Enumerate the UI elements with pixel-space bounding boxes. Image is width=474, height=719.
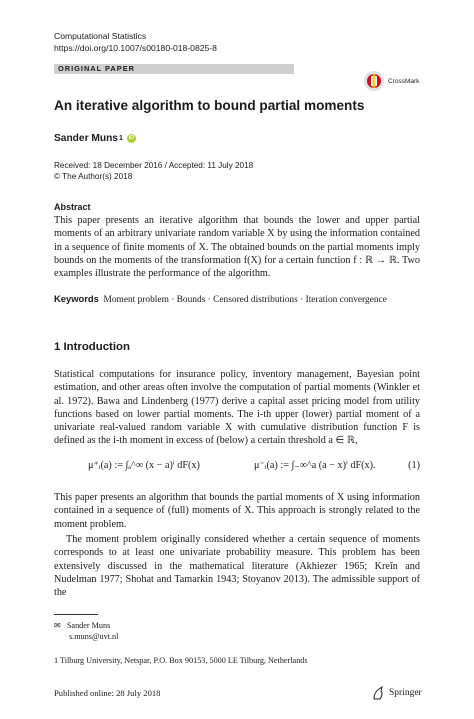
equation-left: μ⁺ᵢ(a) := ∫ₐ^∞ (x − a)ⁱ dF(x) [88,460,200,471]
keywords-label: Keywords [54,293,99,304]
publisher-logo [371,686,422,700]
crossmark-icon [363,70,385,92]
copyright: © The Author(s) 2018 [54,172,133,181]
author-name[interactable]: Sander Muns [54,133,118,144]
doi-link[interactable]: https://doi.org/10.1007/s00180-018-0825-8 [54,43,217,53]
intro-paragraph-2: This paper presents an algorithm that bounds the partial moments of X using information contained in a sequence of (full) moments of X. This approach is strongly related to the moment problem. [54,492,420,530]
abstract-heading: Abstract [54,202,91,212]
received-accepted: Received: 18 December 2016 / Accepted: 11 July 2018 [54,161,254,170]
equation-number: (1) [408,460,420,471]
journal-name: Computational Statistics [54,31,147,41]
orcid-icon[interactable]: iD [128,135,135,141]
intro-paragraph-3: The moment problem originally considered whether a certain sequence of moments corresponds to at least one univariate probability measure. This problem has been extensively discussed in the mathematical literature (Akhiezer 1965; Kreĭn and Nudelman 1977; Shohat and Tamarkin 1943; Stoyanov 2013). The admissible support of the [54,534,420,599]
equation-right: μ⁻ᵢ(a) := ∫₋∞^a (a − x)ⁱ dF(x). [254,460,376,471]
crossmark-label: CrossMark [388,77,420,85]
published-date: Published online: 28 July 2018 [54,688,161,698]
section-band: ORIGINAL PAPER [54,64,294,74]
corresponding-author [54,620,118,642]
journal-header [54,30,217,54]
footnote-rule [54,614,98,615]
section-heading: 1 Introduction [54,341,130,353]
corr-email[interactable]: s.muns@uvt.nl [69,632,119,641]
intro-paragraph-1: Statistical computations for insurance policy, inventory management, Bayesian point estimation, and other areas often involve the computation of partial moments (Winkler et al. 1972). Bawa and Lindenberg (1977) derive a capital asset pricing model from utility functions based on lower partial moments. The i-th upper (lower) partial moment of a univariate real-valued random variable X with cumulative distribution function F is defined as the i-th moment in excess of (below) a certain threshold a ∈ ℝ, [54,369,420,447]
paper-title: An iterative algorithm to bound partial moments [54,98,365,113]
springer-horse-icon [371,686,385,700]
affiliation-footnote: 1 Tilburg University, Netspar, P.O. Box 90153, 5000 LE Tilburg, Netherlands [54,656,308,665]
corr-name: Sander Muns [66,621,111,630]
envelope-icon: ✉ [54,621,61,630]
keywords [54,292,420,307]
author-line [54,133,136,144]
abstract-text: This paper presents an iterative algorithm that bounds the lower and upper partial moments of an arbitrary univariate random variable X by using the information contained in a sequence of finite moments of X. The obtained bounds on the partial moments imply bounds on the moments of the transformation f(X) for a certain function f : ℝ → ℝ. Two examples illustrate the performance of the algorithm. [54,215,420,280]
author-affil-mark: 1 [118,135,123,142]
publisher-name: Springer [389,688,422,698]
article-dates [54,160,253,182]
equation-1 [54,460,420,494]
crossmark-badge[interactable] [363,70,419,92]
keywords-list: Moment problem · Bounds · Censored distributions · Iteration convergence [103,295,387,305]
